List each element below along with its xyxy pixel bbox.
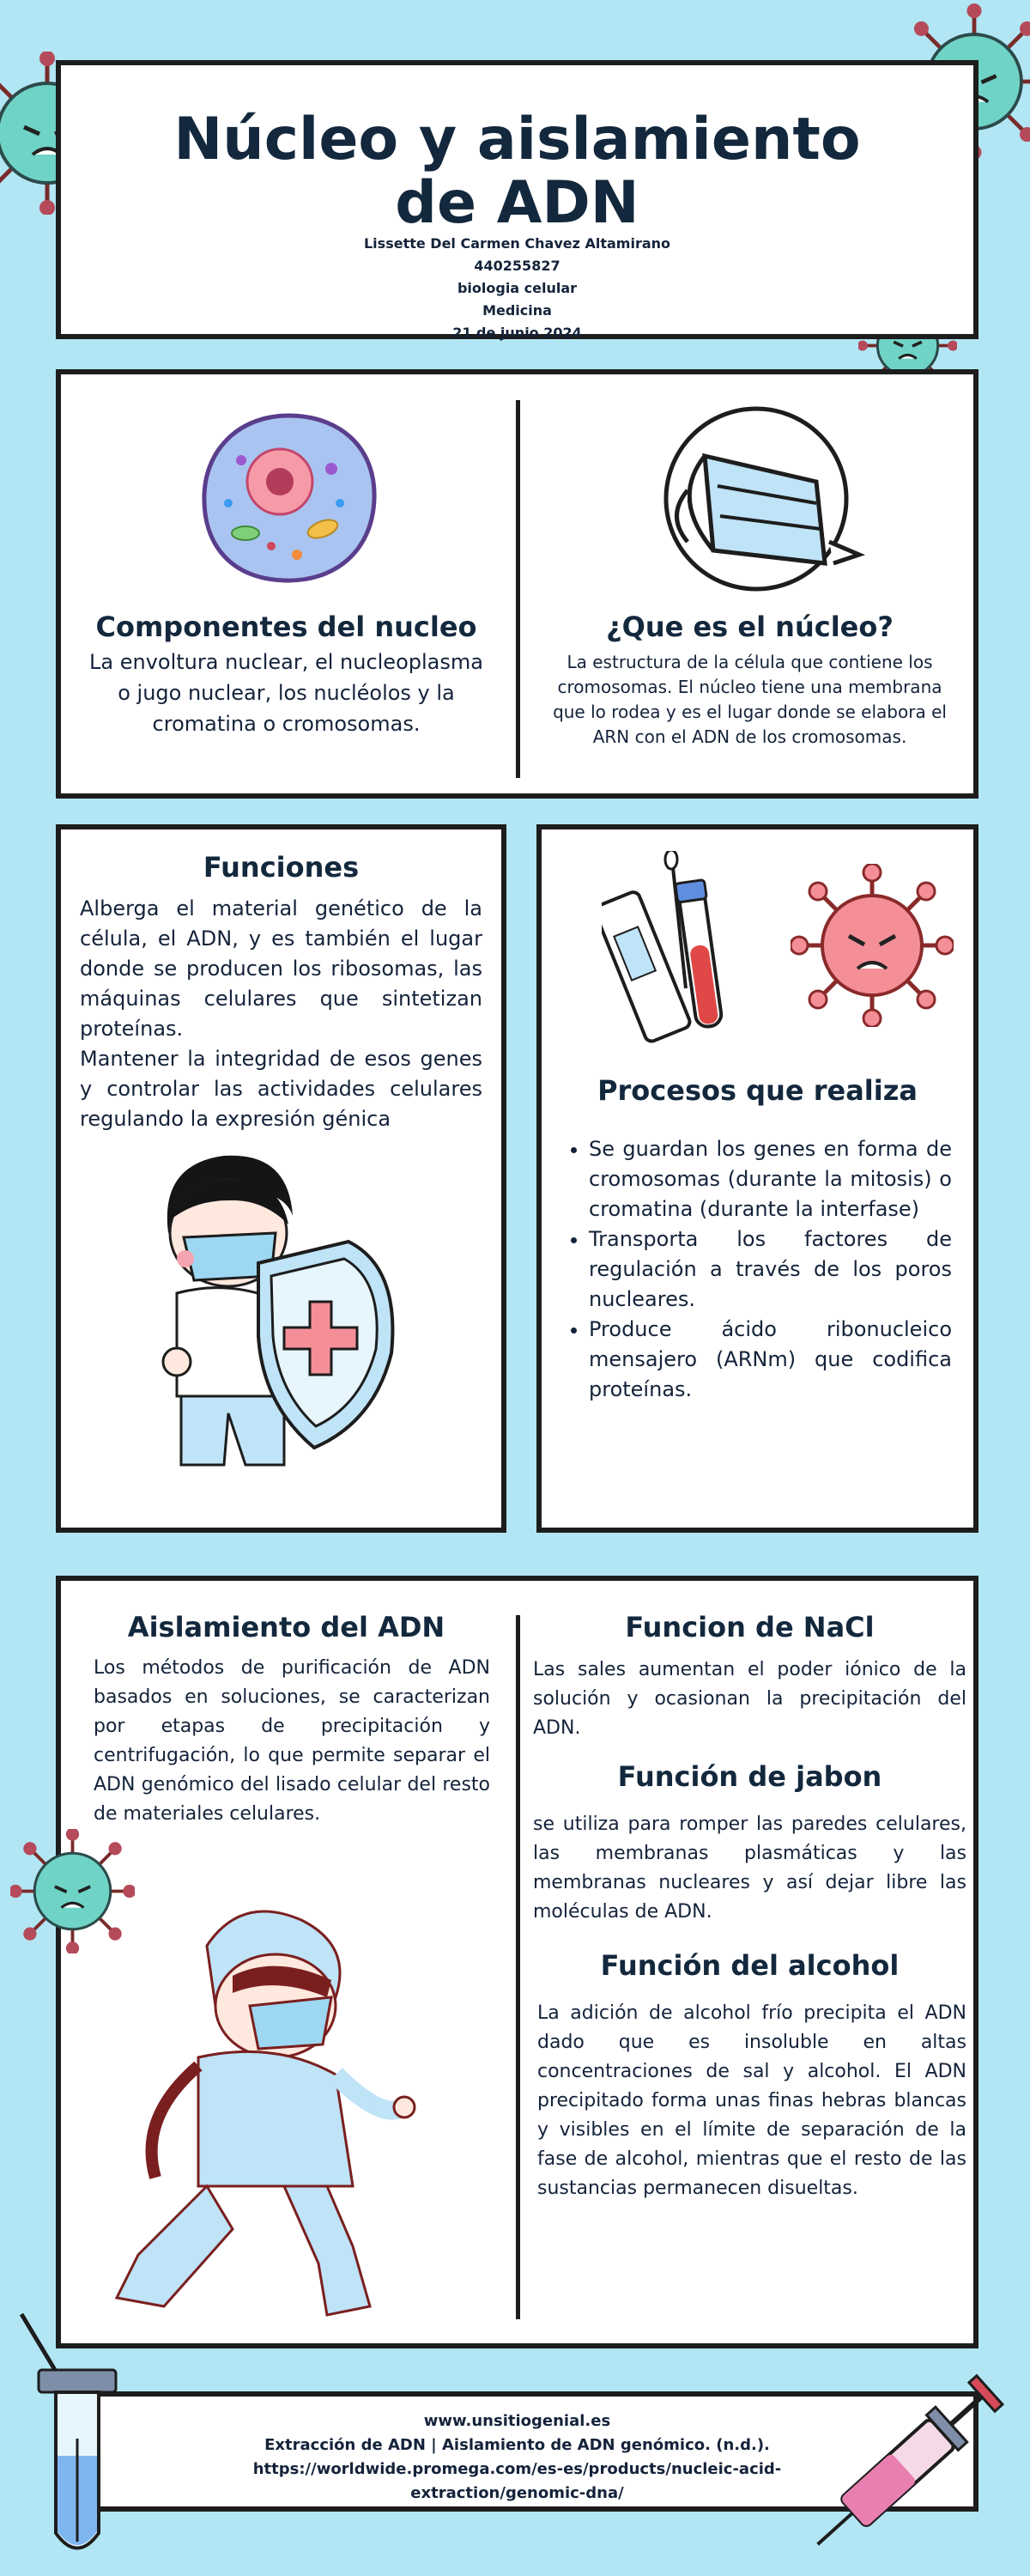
processes-card: [536, 824, 978, 1533]
functions-text-2: Mantener la integridad de esos genes y controlar las actividades celulares regulando la expresión génica: [80, 1047, 482, 1131]
cell-illustration: [194, 409, 383, 589]
alcohol-heading: Función del alcohol: [600, 1949, 900, 1982]
processes-heading: Procesos que realiza: [597, 1074, 918, 1107]
what-is-text: La estructura de la célula que contiene los cromosomas. El núcleo tiene una membrana que lo rodea y es el lugar donde se elabora el ARN con el ADN de los cromosomas.: [553, 652, 947, 747]
list-item: • Se guardan los genes en forma de cromosomas (durante la mitosis) o cromatina (durante la interfase): [589, 1134, 952, 1224]
subject: biologia celular: [457, 280, 578, 296]
nucleus-card: [56, 369, 978, 799]
date: 21 de junio 2024: [452, 325, 582, 341]
isolation-heading: Aislamiento del ADN: [127, 1611, 445, 1643]
header-card: [56, 60, 978, 339]
page-title: Núcleo y aislamiento de ADN: [173, 106, 861, 237]
what-is-heading: ¿Que es el núcleo?: [606, 611, 894, 643]
alcohol-text: La adición de alcohol frío precipita el ADN dado que es insoluble en altas concentraciones de sal y alcohol. El ADN precipitado forma unas finas hebras blancas y visibles en el límite de separación de la fase de alcohol, mientras que el resto de las sustancias permanecen disueltas.: [537, 2002, 966, 2199]
virus-icon: [791, 864, 954, 1027]
career: Medicina: [482, 302, 552, 319]
reference-url: extraction/genomic-dna/: [410, 2484, 624, 2502]
functions-text-1: Alberga el material genético de la célula, el ADN, y es también el lugar donde se producen los ribosomas, las máquinas celulares que sintetizan proteínas.: [80, 896, 482, 1041]
list-item: • Produce ácido ribonucleico mensajero (ARNm) que codifica proteínas.: [589, 1315, 952, 1405]
doctor-running-illustration: [104, 1894, 430, 2332]
face-mask-illustration: [653, 404, 876, 593]
soap-heading: Función de jabon: [617, 1760, 882, 1793]
reference-line: Extracción de ADN | Aislamiento de ADN genómico. (n.d.).: [264, 2436, 770, 2454]
components-text: La envoltura nuclear, el nucleoplasma o jugo nuclear, los nucléolos y la cromatina o cromosomas.: [89, 650, 483, 736]
functions-card: [56, 824, 506, 1533]
list-item: • Transporta los factores de regulación a través de los poros nucleares.: [589, 1224, 952, 1315]
test-tube-icon: [13, 2310, 142, 2567]
test-kit-illustration: [602, 851, 773, 1048]
soap-text: se utiliza para romper las paredes celulares, las membranas plasmáticas y las membranas nucleares y así dejar libre las moléculas de ADN.: [533, 1814, 966, 1923]
functions-heading: Funciones: [203, 851, 360, 884]
nacl-heading: Funcion de NaCl: [625, 1611, 875, 1643]
reference-url: https://worldwide.promega.com/es-es/products/nucleic-acid-: [252, 2460, 782, 2478]
isolation-text: Los métodos de purificación de ADN basados en soluciones, se caracterizan por etapas de precipitación y centrifugación, lo que permite separar el ADN genómico del lisado celular del resto de materiales celulares.: [94, 1657, 490, 1825]
author-name: Lissette Del Carmen Chavez Altamirano: [363, 235, 671, 252]
processes-list: [563, 1134, 952, 1405]
syringe-icon: [785, 2361, 1030, 2576]
reference-line: www.unsitiogenial.es: [423, 2412, 611, 2430]
components-heading: Componentes del nucleo: [95, 611, 477, 643]
child-with-shield-illustration: [142, 1139, 434, 1491]
virus-icon: [10, 1829, 135, 1953]
nacl-text: Las sales aumentan el poder iónico de la solución y ocasionan la precipitación del ADN.: [533, 1659, 966, 1739]
isolation-card: [56, 1576, 978, 2348]
student-id: 440255827: [474, 258, 560, 274]
